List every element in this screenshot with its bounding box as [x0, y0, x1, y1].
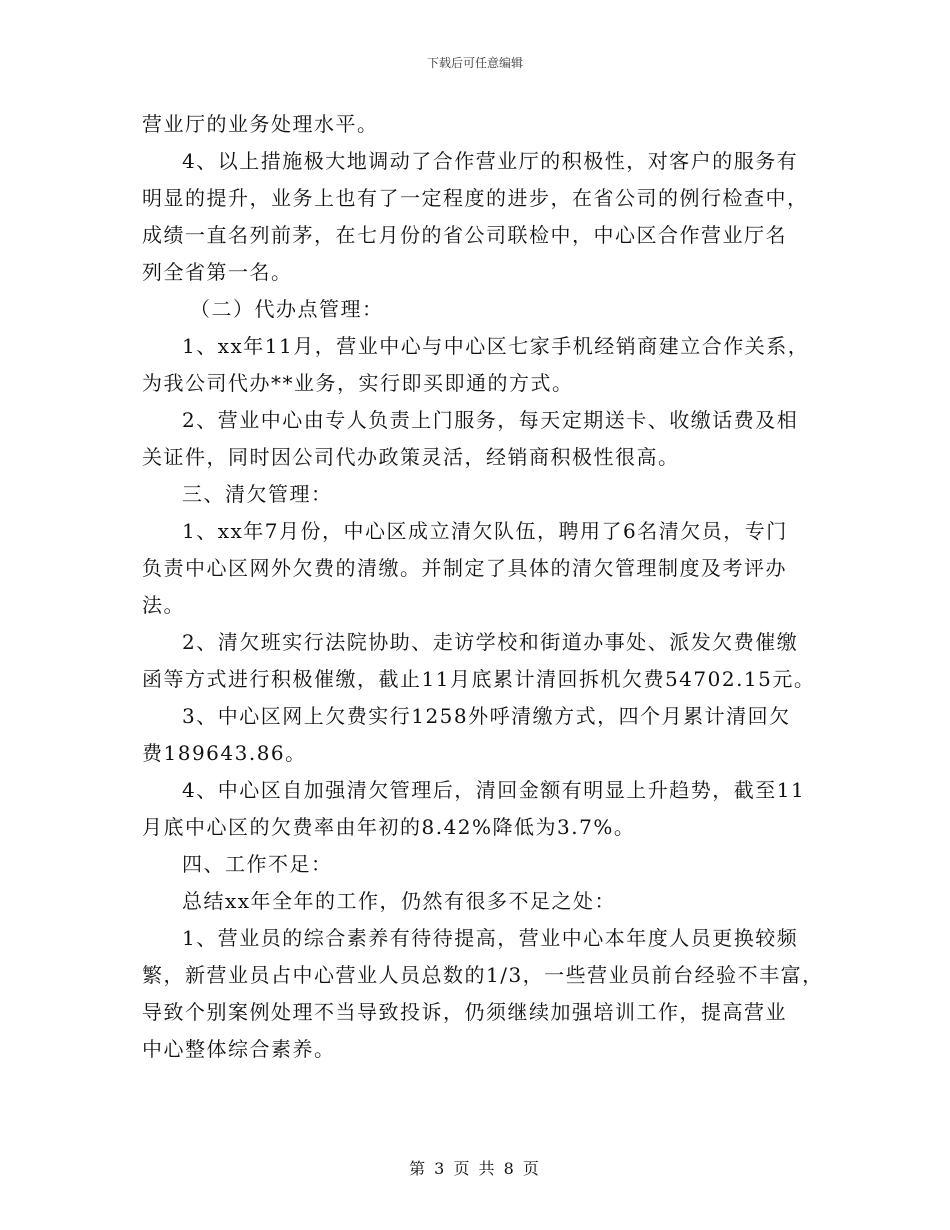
text-line: 关证件，同时因公司代办政策灵活，经销商积极性很高。 — [142, 445, 680, 469]
text-line: 2、营业中心由专人负责上门服务，每天定期送卡、收缴话费及相 — [182, 408, 799, 432]
text-line: 列全省第一名。 — [142, 260, 293, 284]
page-footer: 第 3 页 共 8 页 — [409, 1159, 541, 1178]
text-line: 中心整体综合素养。 — [142, 1037, 336, 1061]
text-line: 1、xx年7月份，中心区成立清欠队伍，聘用了6名清欠员，专门 — [182, 519, 788, 543]
text-line: 4、以上措施极大地调动了合作营业厅的积极性，对客户的服务有 — [182, 149, 799, 173]
text-line: 营业厅的业务处理水平。 — [142, 112, 379, 136]
text-line: 为我公司代办**业务，实行即买即通的方式。 — [142, 371, 574, 395]
text-line: 2、清欠班实行法院协助、走访学校和街道办事处、派发欠费催缴 — [182, 630, 799, 654]
text-line: 1、xx年11月，营业中心与中心区七家手机经销商建立合作关系， — [182, 334, 810, 358]
text-line: 成绩一直名列前茅，在七月份的省公司联检中，中心区合作营业厅名 — [142, 223, 787, 247]
document-body — [142, 106, 824, 1068]
section-heading: （二）代办点管理： — [190, 297, 384, 321]
text-line: 3、中心区网上欠费实行1258外呼清缴方式，四个月累计清回欠 — [182, 704, 791, 728]
text-line: 负责中心区网外欠费的清缴。并制定了具体的清欠管理制度及考评办 — [142, 556, 787, 580]
text-line: 1、营业员的综合素养有待待提高，营业中心本年度人员更换较频 — [182, 926, 799, 950]
text-line: 月底中心区的欠费率由年初的8.42%降低为3.7%。 — [142, 815, 636, 839]
text-line: 明显的提升，业务上也有了一定程度的进步，在省公司的例行检查中， — [142, 186, 809, 210]
text-line: 总结xx年全年的工作，仍然有很多不足之处： — [182, 889, 617, 913]
page-header: 下载后可任意编辑 — [426, 56, 523, 70]
section-heading: 四、工作不足： — [182, 852, 333, 876]
text-line: 导致个别案例处理不当导致投诉，仍须继续加强培训工作，提高营业 — [142, 1000, 787, 1024]
section-heading: 三、清欠管理： — [182, 482, 333, 506]
text-line: 函等方式进行积极催缴，截止11月底累计清回拆机欠费54702.15元。 — [142, 667, 816, 691]
text-line: 4、中心区自加强清欠管理后，清回金额有明显上升趋势，截至11 — [182, 778, 806, 802]
text-line: 繁，新营业员占中心营业人员总数的1/3，一些营业员前台经验不丰富， — [142, 963, 824, 987]
text-line: 法。 — [142, 593, 185, 617]
text-line: 费189643.86。 — [142, 741, 307, 765]
